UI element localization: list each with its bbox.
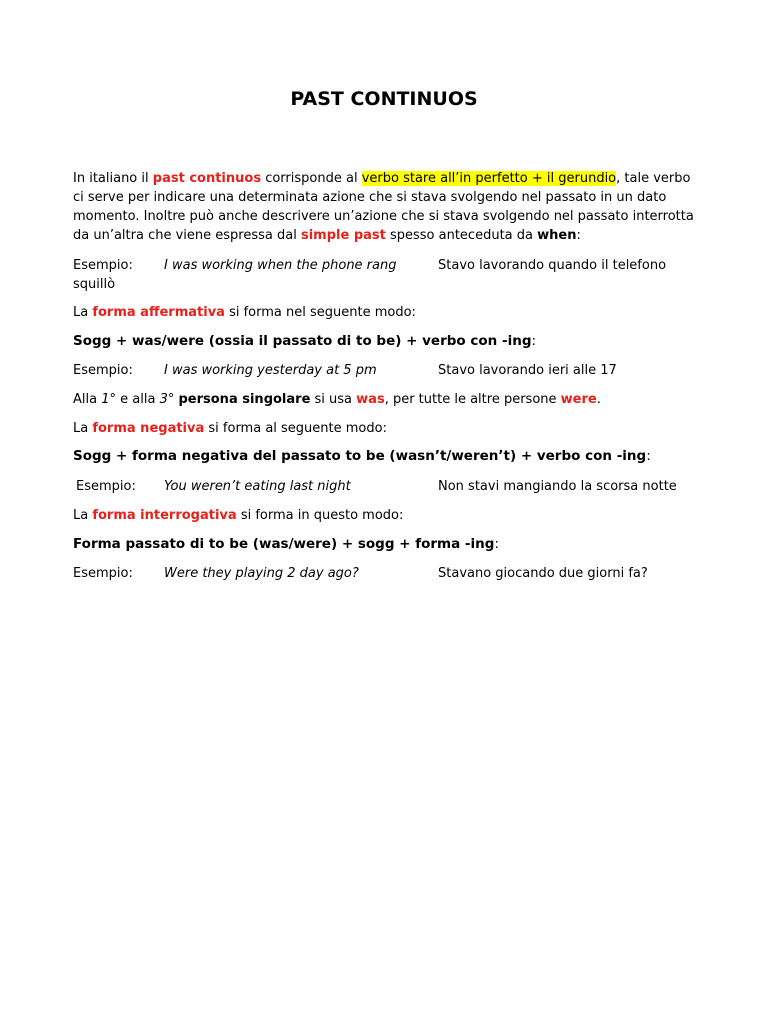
negative-heading xyxy=(73,419,713,438)
negative-text-2: si forma al seguente modo: xyxy=(204,421,387,436)
intro-text-4: spesso anteceduta da xyxy=(385,228,538,243)
affirmative-rule xyxy=(73,332,713,351)
example-label: Esempio: xyxy=(73,363,133,378)
term-were: were xyxy=(560,392,597,407)
intro-paragraph xyxy=(73,169,705,245)
term-persona-singolare: persona singolare xyxy=(178,392,311,407)
example-italian: Stavo lavorando quando il telefono xyxy=(438,258,667,273)
negative-rule-colon: : xyxy=(646,448,651,464)
interrogative-rule-text: Forma passato di to be (was/were) + sogg + forma -ing xyxy=(73,536,495,552)
negative-rule-text: Sogg + forma negativa del passato to be (wasn’t/weren’t) + verbo con -ing xyxy=(73,448,647,464)
example-1 xyxy=(73,256,705,275)
intro-text-3: , tale verbo ci serve per indicare una determinata azione che si stava svolgendo nel passato in un dato momento. Inoltre può anche descrivere un’azione che si stava svolgendo nel passato interrotta da un’altra che viene espressa dal xyxy=(73,171,694,243)
persons-text-5: , per tutte le altre persone xyxy=(384,392,561,407)
interrogative-rule xyxy=(73,535,713,554)
example-english: I was working when the phone rang xyxy=(164,258,397,273)
example-italian: Stavano giocando due giorni fa? xyxy=(438,566,648,581)
example-2 xyxy=(73,361,705,380)
example-1-continuation: squillò xyxy=(73,277,116,292)
page-title: PAST CONTINUOS xyxy=(290,88,478,110)
negative-rule xyxy=(73,447,713,466)
persons-text-2: e alla xyxy=(116,392,160,407)
person-third: 3° xyxy=(159,392,175,407)
persons-rule xyxy=(73,390,713,409)
intro-text-5: : xyxy=(576,228,581,243)
term-forma-affermativa: forma affermativa xyxy=(92,305,225,320)
affirmative-rule-colon: : xyxy=(531,333,537,349)
term-was: was xyxy=(356,392,385,407)
affirmative-rule-text: Sogg + was/were (ossia il passato di to be) + verbo con -ing xyxy=(73,333,532,349)
persons-text-4: si usa xyxy=(310,392,357,407)
person-first: 1° xyxy=(101,392,116,407)
example-3 xyxy=(73,477,705,496)
term-forma-negativa: forma negativa xyxy=(92,421,205,436)
affirmative-heading xyxy=(73,303,713,322)
term-when: when xyxy=(537,228,577,243)
example-italian: Non stavi mangiando la scorsa notte xyxy=(438,479,677,494)
term-past-continuos: past continuos xyxy=(152,171,262,186)
term-simple-past: simple past xyxy=(300,228,386,243)
example-italian: Stavo lavorando ieri alle 17 xyxy=(438,363,617,378)
intro-text-1: In italiano il xyxy=(73,171,153,186)
example-english: I was working yesterday at 5 pm xyxy=(164,363,377,378)
example-4 xyxy=(73,564,705,583)
interrogative-text-1: La xyxy=(73,508,93,523)
interrogative-rule-colon: : xyxy=(494,536,499,552)
example-label: Esempio: xyxy=(76,479,136,494)
persons-text-1: Alla xyxy=(73,392,102,407)
interrogative-text-2: si forma in questo modo: xyxy=(236,508,404,523)
persons-text-6: . xyxy=(596,392,601,407)
affirmative-text-2: si forma nel seguente modo: xyxy=(224,305,416,320)
example-english: Were they playing 2 day ago? xyxy=(164,566,359,581)
interrogative-heading xyxy=(73,506,713,525)
example-english: You weren’t eating last night xyxy=(164,479,351,494)
intro-text-2: corrisponde al xyxy=(261,171,362,186)
affirmative-text-1: La xyxy=(73,305,93,320)
highlighted-definition: verbo stare all’in perfetto + il gerundio xyxy=(361,171,617,186)
term-forma-interrogativa: forma interrogativa xyxy=(92,508,237,523)
example-label: Esempio: xyxy=(73,258,133,273)
negative-text-1: La xyxy=(73,421,93,436)
example-label: Esempio: xyxy=(73,566,133,581)
